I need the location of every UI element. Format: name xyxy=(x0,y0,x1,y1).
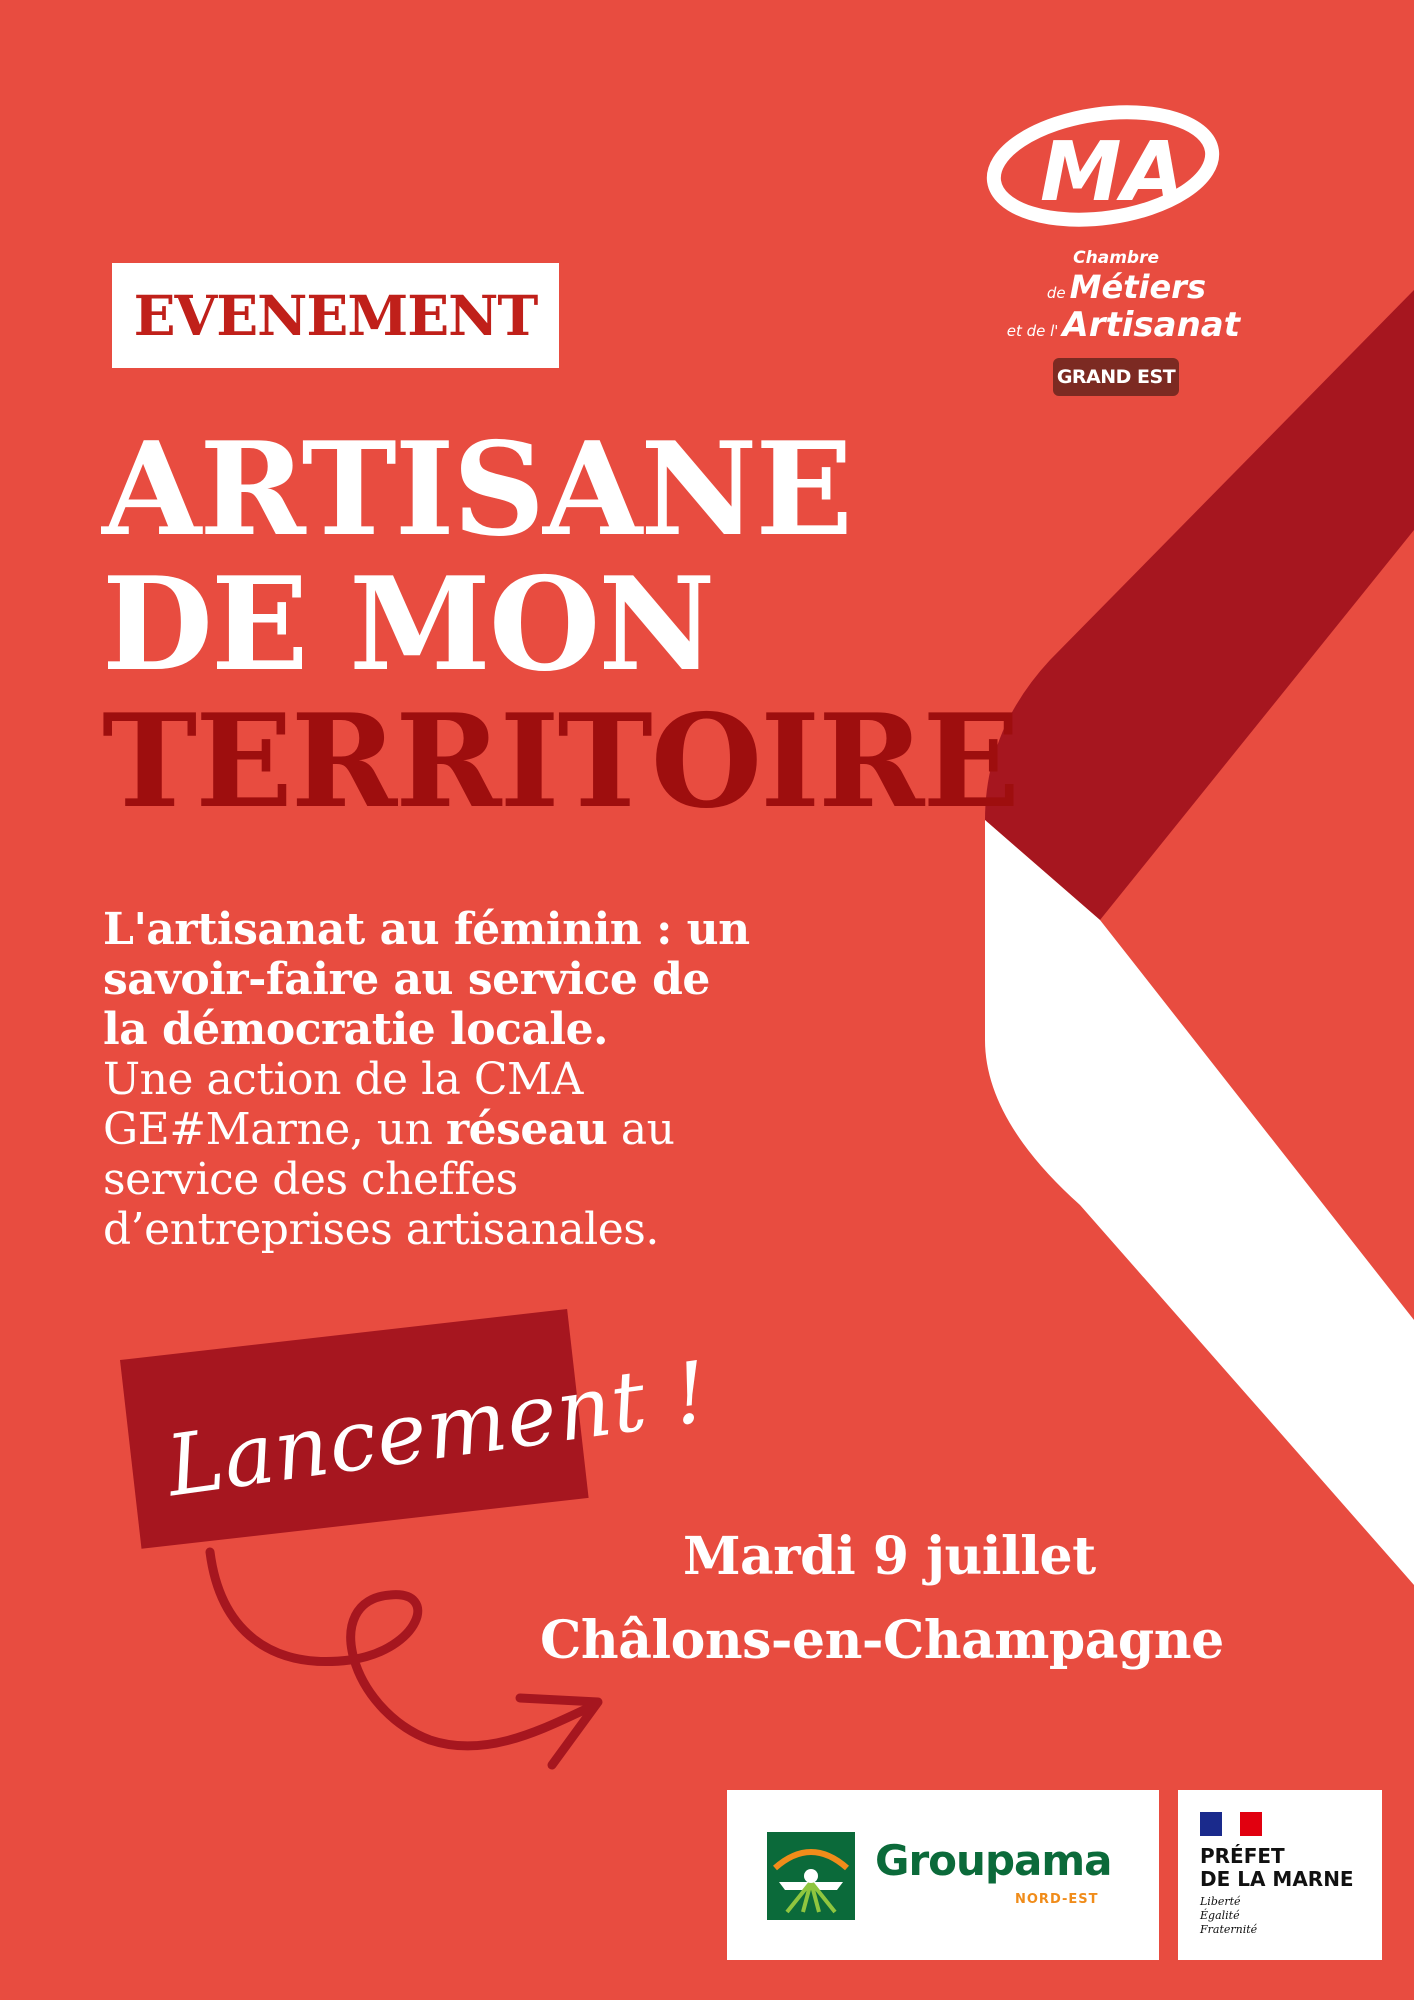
intro-bold-3: la démocratie locale. xyxy=(103,1004,608,1055)
intro-bold-2: savoir-faire au service de xyxy=(103,954,710,1005)
event-badge: EVENEMENT xyxy=(112,263,559,368)
prefet-motto-2: Égalité xyxy=(1200,1909,1240,1922)
groupama-name: Groupama xyxy=(875,1836,1112,1885)
intro-line-5 xyxy=(103,1105,823,1155)
event-location: Châlons-en-Champagne xyxy=(540,1610,1224,1671)
intro-line-5-bold: réseau xyxy=(445,1104,608,1155)
groupama-region: NORD-EST xyxy=(1015,1892,1099,1907)
title-line-2: DE MON xyxy=(102,550,714,700)
launch-tag-label: Lancement ! xyxy=(160,1342,715,1516)
cma-region-badge: GRAND EST xyxy=(1053,358,1179,396)
groupama-icon xyxy=(767,1832,855,1920)
intro-paragraph xyxy=(103,905,823,1255)
intro-line-7: d’entreprises artisanales. xyxy=(103,1204,659,1255)
event-date: Mardi 9 juillet xyxy=(683,1526,1096,1587)
intro-line-6: service des cheffes xyxy=(103,1154,518,1205)
prefet-name-line-2: DE LA MARNE xyxy=(1200,1867,1354,1891)
prefet-motto-3: Fraternité xyxy=(1200,1923,1258,1936)
prefet-name xyxy=(1200,1845,1354,1891)
cma-etdel-text: et de l' xyxy=(1006,322,1059,340)
prefet-motto-1: Liberté xyxy=(1200,1895,1241,1908)
cma-chambre-text: Chambre xyxy=(1073,248,1159,268)
title-line-1: ARTISANE xyxy=(102,415,851,565)
intro-line-5-pre: GE#Marne, un xyxy=(103,1104,446,1155)
cma-artisanat-text xyxy=(1007,305,1240,345)
intro-bold-1: L'artisanat au féminin : un xyxy=(103,904,750,955)
svg-text:MA: MA xyxy=(1040,125,1186,220)
intro-line-5-post: au xyxy=(607,1104,675,1155)
groupama-logo xyxy=(727,1790,1159,1960)
cma-metiers-text xyxy=(1047,268,1206,306)
cma-metiers-word: Métiers xyxy=(1069,268,1206,306)
cma-de-text: de xyxy=(1046,284,1066,302)
prefet-motto xyxy=(1200,1895,1257,1937)
prefet-logo xyxy=(1178,1790,1382,1960)
cma-artisanat-word: Artisanat xyxy=(1062,305,1240,345)
marianne-flag-icon xyxy=(1200,1812,1262,1836)
title-line-3: TERRITOIRE xyxy=(102,687,1018,837)
prefet-name-line-1: PRÉFET xyxy=(1200,1844,1285,1868)
intro-line-4: Une action de la CMA xyxy=(103,1054,583,1105)
